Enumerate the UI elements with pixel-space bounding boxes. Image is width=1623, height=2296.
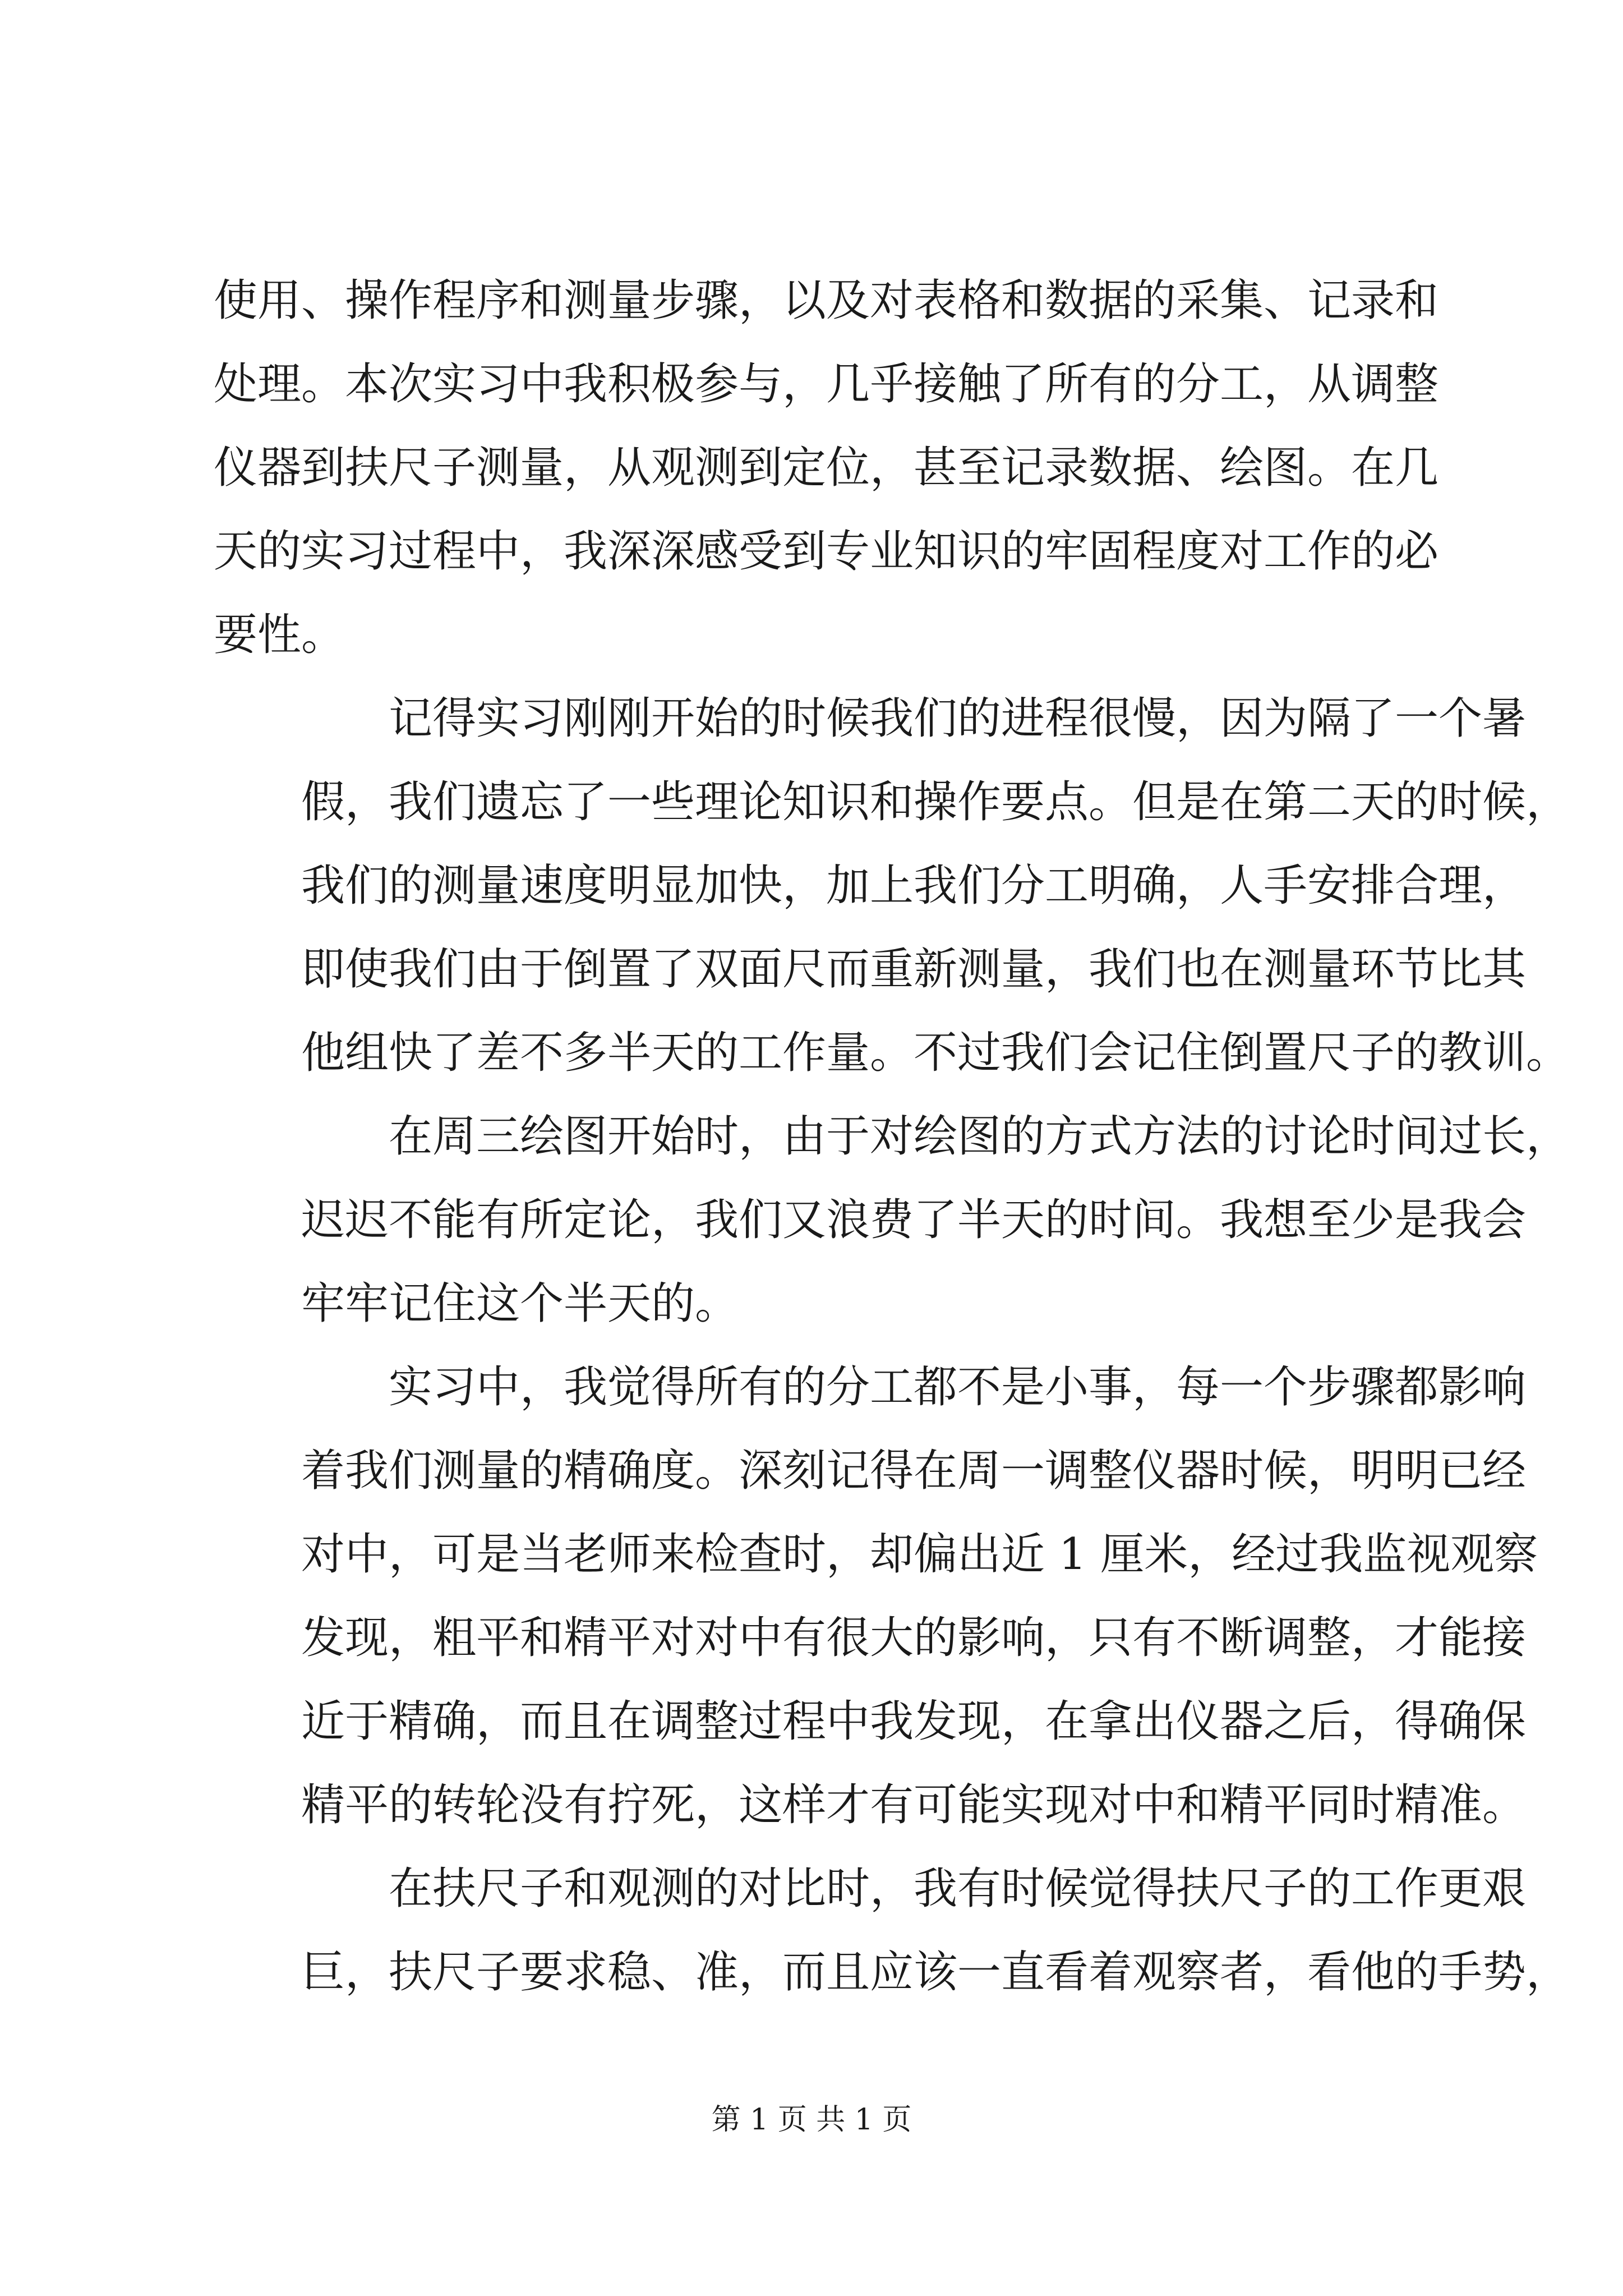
text-line: 记得实习刚刚开始的时候我们的进程很慢，因为隔了一个暑 [389,693,1527,744]
text-line: 牢牢记住这个半天的。 [301,1278,739,1329]
paragraph [214,1847,1570,2014]
text-line: 处理。本次实习中我积极参与，几乎接触了所有的分工，从调整 [214,359,1439,409]
document-body [214,259,1570,2014]
paragraph [214,677,1570,1095]
text-line: 使用、操作程序和测量步骤，以及对表格和数据的采集、记录和 [214,275,1439,326]
text-line: 要性。 [214,610,345,660]
text-line: 对中，可是当老师来检查时，却偏出近 1 厘米，经过我监视观察 [301,1529,1538,1580]
text-line: 迟迟不能有所定论，我们又浪费了半天的时间。我想至少是我会 [301,1195,1527,1245]
text-line: 天的实习过程中，我深深感受到专业知识的牢固程度对工作的必 [214,526,1439,577]
paragraph [214,1346,1538,1847]
text-line: 假，我们遗忘了一些理论知识和操作要点。但是在第二天的时候， [301,777,1570,827]
text-line: 近于精确，而且在调整过程中我发现，在拿出仪器之后，得确保 [301,1696,1527,1747]
text-line: 即使我们由于倒置了双面尺而重新测量，我们也在测量环节比其 [301,944,1527,995]
text-line: 巨，扶尺子要求稳、准，而且应该一直看着观察者，看他的手势， [301,1947,1570,1998]
text-line: 发现，粗平和精平对对中有很大的影响，只有不断调整，才能接 [301,1613,1527,1663]
text-line: 仪器到扶尺子测量，从观测到定位，甚至记录数据、绘图。在几 [214,443,1439,493]
paragraph [214,259,1439,677]
text-line: 精平的转轮没有拧死，这样才有可能实现对中和精平同时精准。 [301,1780,1527,1830]
paragraph [214,1095,1570,1346]
text-line: 我们的测量速度明显加快，加上我们分工明确，人手安排合理， [301,861,1527,911]
text-line: 实习中，我觉得所有的分工都不是小事，每一个步骤都影响 [389,1362,1527,1412]
text-line: 在周三绘图开始时，由于对绘图的方式方法的讨论时间过长， [389,1111,1570,1162]
text-line: 在扶尺子和观测的对比时，我有时候觉得扶尺子的工作更艰 [389,1864,1527,1914]
text-line: 着我们测量的精确度。深刻记得在周一调整仪器时候，明明已经 [301,1446,1527,1496]
text-line: 他组快了差不多半天的工作量。不过我们会记住倒置尺子的教训。 [301,1028,1570,1078]
page-footer: 第 1 页 共 1 页 [711,2103,912,2137]
